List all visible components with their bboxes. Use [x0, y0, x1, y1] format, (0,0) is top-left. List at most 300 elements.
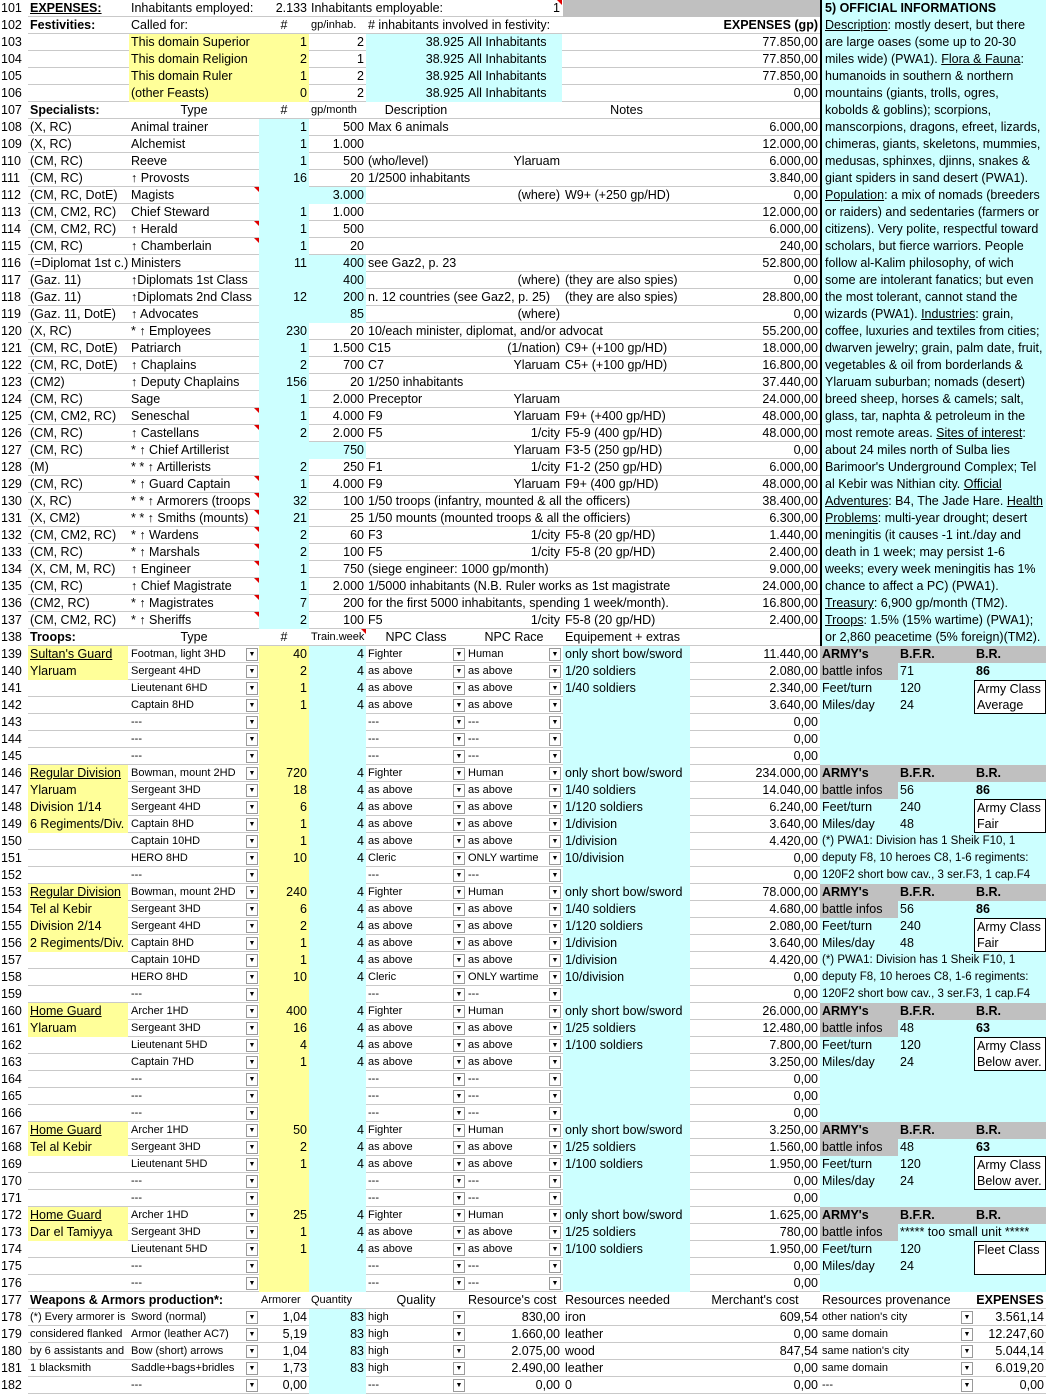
chevron-down-icon[interactable]: ▼	[453, 699, 465, 712]
npc-class-select[interactable]: Fighter ▼	[366, 646, 466, 663]
quantity[interactable]	[309, 1377, 366, 1394]
npc-race-select[interactable]: as above ▼	[466, 833, 562, 850]
chevron-down-icon[interactable]: ▼	[453, 886, 465, 899]
count[interactable]: 2	[259, 357, 309, 374]
chevron-down-icon[interactable]: ▼	[549, 852, 561, 865]
count[interactable]: 10	[259, 850, 309, 867]
count[interactable]	[259, 748, 309, 765]
provenance-select[interactable]: --- ▼	[820, 1377, 974, 1394]
chevron-down-icon[interactable]: ▼	[453, 852, 465, 865]
count[interactable]: 400	[259, 1003, 309, 1020]
provenance-select[interactable]: other nation's city ▼	[820, 1309, 974, 1326]
quality-select[interactable]: high ▼	[366, 1309, 466, 1326]
count[interactable]	[259, 714, 309, 731]
chevron-down-icon[interactable]: ▼	[549, 1022, 561, 1035]
chevron-down-icon[interactable]: ▼	[246, 801, 258, 814]
chevron-down-icon[interactable]: ▼	[246, 1141, 258, 1154]
chevron-down-icon[interactable]: ▼	[549, 784, 561, 797]
count[interactable]: 2	[259, 425, 309, 442]
chevron-down-icon[interactable]: ▼	[453, 937, 465, 950]
chevron-down-icon[interactable]: ▼	[246, 1039, 258, 1052]
npc-race-select[interactable]: as above ▼	[466, 918, 562, 935]
count[interactable]: 1	[259, 408, 309, 425]
chevron-down-icon[interactable]: ▼	[453, 665, 465, 678]
chevron-down-icon[interactable]: ▼	[453, 1090, 465, 1103]
chevron-down-icon[interactable]: ▼	[246, 648, 258, 661]
quantity[interactable]: 83	[309, 1309, 366, 1326]
npc-class-select[interactable]: as above ▼	[366, 697, 466, 714]
count[interactable]: 1	[259, 68, 309, 85]
npc-class-select[interactable]: Fighter ▼	[366, 1003, 466, 1020]
npc-race-select[interactable]: --- ▼	[466, 867, 562, 884]
troop-type-select[interactable]: Captain 10HD ▼	[129, 833, 259, 850]
npc-class-select[interactable]: --- ▼	[366, 714, 466, 731]
chevron-down-icon[interactable]: ▼	[549, 1277, 561, 1290]
chevron-down-icon[interactable]: ▼	[246, 903, 258, 916]
chevron-down-icon[interactable]: ▼	[246, 818, 258, 831]
npc-race-select[interactable]: ONLY wartime ▼	[466, 969, 562, 986]
npc-race-select[interactable]: --- ▼	[466, 1071, 562, 1088]
npc-class-select[interactable]: Fighter ▼	[366, 1122, 466, 1139]
count[interactable]: 2	[259, 51, 309, 68]
weapon-type-select[interactable]: --- ▼	[129, 1377, 259, 1394]
npc-race-select[interactable]: as above ▼	[466, 816, 562, 833]
npc-class-select[interactable]: --- ▼	[366, 986, 466, 1003]
npc-class-select[interactable]: Fighter ▼	[366, 1207, 466, 1224]
chevron-down-icon[interactable]: ▼	[549, 920, 561, 933]
chevron-down-icon[interactable]: ▼	[549, 818, 561, 831]
count[interactable]: 7	[259, 595, 309, 612]
chevron-down-icon[interactable]: ▼	[453, 818, 465, 831]
count[interactable]: 50	[259, 1122, 309, 1139]
provenance-select[interactable]: same domain ▼	[820, 1326, 974, 1343]
npc-race-select[interactable]: --- ▼	[466, 1173, 562, 1190]
troop-type-select[interactable]: Sergeant 4HD ▼	[129, 663, 259, 680]
troop-type-select[interactable]: --- ▼	[129, 748, 259, 765]
count[interactable]	[259, 986, 309, 1003]
troop-type-select[interactable]: Footman, light 3HD ▼	[129, 646, 259, 663]
troop-type-select[interactable]: --- ▼	[129, 1088, 259, 1105]
count[interactable]: 2	[259, 544, 309, 561]
troop-type-select[interactable]: Sergeant 3HD ▼	[129, 1139, 259, 1156]
count[interactable]: 25	[259, 1207, 309, 1224]
provenance-select[interactable]: same nation's city ▼	[820, 1343, 974, 1360]
chevron-down-icon[interactable]: ▼	[453, 1311, 465, 1324]
npc-race-select[interactable]: --- ▼	[466, 1105, 562, 1122]
troop-type-select[interactable]: Sergeant 3HD ▼	[129, 1020, 259, 1037]
count[interactable]	[259, 306, 309, 323]
troop-type-select[interactable]: Captain 8HD ▼	[129, 816, 259, 833]
npc-class-select[interactable]: --- ▼	[366, 1190, 466, 1207]
count[interactable]: 1	[259, 833, 309, 850]
chevron-down-icon[interactable]: ▼	[453, 1175, 465, 1188]
weapon-type-select[interactable]: Saddle+bags+bridles ▼	[129, 1360, 259, 1377]
count[interactable]: 16	[259, 1020, 309, 1037]
troop-type-select[interactable]: Captain 8HD ▼	[129, 697, 259, 714]
chevron-down-icon[interactable]: ▼	[549, 1073, 561, 1086]
chevron-down-icon[interactable]: ▼	[961, 1345, 973, 1358]
chevron-down-icon[interactable]: ▼	[453, 1073, 465, 1086]
npc-class-select[interactable]: --- ▼	[366, 867, 466, 884]
troop-type-select[interactable]: --- ▼	[129, 867, 259, 884]
troop-type-select[interactable]: Archer 1HD ▼	[129, 1003, 259, 1020]
chevron-down-icon[interactable]: ▼	[246, 1226, 258, 1239]
troop-type-select[interactable]: --- ▼	[129, 731, 259, 748]
npc-class-select[interactable]: as above ▼	[366, 680, 466, 697]
troop-type-select[interactable]: Lieutenant 5HD ▼	[129, 1156, 259, 1173]
troop-type-select[interactable]: Sergeant 3HD ▼	[129, 901, 259, 918]
count[interactable]: 1	[259, 816, 309, 833]
chevron-down-icon[interactable]: ▼	[549, 903, 561, 916]
count[interactable]: 16	[259, 170, 309, 187]
count[interactable]: 18	[259, 782, 309, 799]
npc-class-select[interactable]: --- ▼	[366, 748, 466, 765]
weapon-type-select[interactable]: Sword (normal) ▼	[129, 1309, 259, 1326]
chevron-down-icon[interactable]: ▼	[453, 1039, 465, 1052]
chevron-down-icon[interactable]: ▼	[549, 1124, 561, 1137]
chevron-down-icon[interactable]: ▼	[246, 784, 258, 797]
npc-race-select[interactable]: as above ▼	[466, 1139, 562, 1156]
troop-type-select[interactable]: --- ▼	[129, 986, 259, 1003]
chevron-down-icon[interactable]: ▼	[453, 682, 465, 695]
count[interactable]: 1	[259, 952, 309, 969]
chevron-down-icon[interactable]: ▼	[549, 682, 561, 695]
chevron-down-icon[interactable]: ▼	[246, 1056, 258, 1069]
chevron-down-icon[interactable]: ▼	[246, 937, 258, 950]
chevron-down-icon[interactable]: ▼	[246, 920, 258, 933]
chevron-down-icon[interactable]: ▼	[549, 937, 561, 950]
npc-class-select[interactable]: --- ▼	[366, 1173, 466, 1190]
chevron-down-icon[interactable]: ▼	[453, 784, 465, 797]
chevron-down-icon[interactable]: ▼	[453, 869, 465, 882]
troop-type-select[interactable]: --- ▼	[129, 1275, 259, 1292]
count[interactable]: 6	[259, 799, 309, 816]
npc-class-select[interactable]: as above ▼	[366, 663, 466, 680]
count[interactable]: 12	[259, 289, 309, 306]
count[interactable]: 240	[259, 884, 309, 901]
chevron-down-icon[interactable]: ▼	[453, 1158, 465, 1171]
chevron-down-icon[interactable]: ▼	[453, 1124, 465, 1137]
chevron-down-icon[interactable]: ▼	[549, 1039, 561, 1052]
npc-race-select[interactable]: as above ▼	[466, 1054, 562, 1071]
chevron-down-icon[interactable]: ▼	[549, 733, 561, 746]
npc-class-select[interactable]: as above ▼	[366, 799, 466, 816]
chevron-down-icon[interactable]: ▼	[246, 1090, 258, 1103]
chevron-down-icon[interactable]: ▼	[549, 988, 561, 1001]
chevron-down-icon[interactable]: ▼	[453, 1226, 465, 1239]
chevron-down-icon[interactable]: ▼	[246, 1243, 258, 1256]
npc-class-select[interactable]: as above ▼	[366, 1037, 466, 1054]
count[interactable]: 1	[259, 1156, 309, 1173]
quantity[interactable]: 83	[309, 1360, 366, 1377]
quantity[interactable]: 83	[309, 1343, 366, 1360]
chevron-down-icon[interactable]: ▼	[246, 971, 258, 984]
count[interactable]: 40	[259, 646, 309, 663]
chevron-down-icon[interactable]: ▼	[453, 1192, 465, 1205]
npc-class-select[interactable]: as above ▼	[366, 1224, 466, 1241]
npc-class-select[interactable]: as above ▼	[366, 1241, 466, 1258]
count[interactable]: 1	[259, 680, 309, 697]
count[interactable]: 1	[259, 561, 309, 578]
chevron-down-icon[interactable]: ▼	[246, 699, 258, 712]
chevron-down-icon[interactable]: ▼	[453, 750, 465, 763]
npc-class-select[interactable]: as above ▼	[366, 816, 466, 833]
chevron-down-icon[interactable]: ▼	[246, 1345, 258, 1358]
quality-select[interactable]: high ▼	[366, 1326, 466, 1343]
npc-race-select[interactable]: as above ▼	[466, 1224, 562, 1241]
chevron-down-icon[interactable]: ▼	[246, 682, 258, 695]
count[interactable]: 11	[259, 255, 309, 272]
count[interactable]	[259, 187, 309, 204]
troop-type-select[interactable]: Lieutenant 5HD ▼	[129, 1241, 259, 1258]
chevron-down-icon[interactable]: ▼	[453, 1345, 465, 1358]
troop-type-select[interactable]: Bowman, mount 2HD ▼	[129, 884, 259, 901]
chevron-down-icon[interactable]: ▼	[549, 767, 561, 780]
chevron-down-icon[interactable]: ▼	[549, 750, 561, 763]
chevron-down-icon[interactable]: ▼	[246, 1260, 258, 1273]
count[interactable]: 720	[259, 765, 309, 782]
troop-type-select[interactable]: HERO 8HD ▼	[129, 850, 259, 867]
chevron-down-icon[interactable]: ▼	[961, 1311, 973, 1324]
count[interactable]: 2	[259, 459, 309, 476]
chevron-down-icon[interactable]: ▼	[246, 716, 258, 729]
npc-race-select[interactable]: --- ▼	[466, 986, 562, 1003]
count[interactable]	[259, 272, 309, 289]
troop-type-select[interactable]: Captain 8HD ▼	[129, 935, 259, 952]
count[interactable]: 32	[259, 493, 309, 510]
count[interactable]: 1	[259, 1241, 309, 1258]
troop-type-select[interactable]: --- ▼	[129, 1071, 259, 1088]
count[interactable]	[259, 1173, 309, 1190]
npc-race-select[interactable]: --- ▼	[466, 731, 562, 748]
quantity[interactable]: 83	[309, 1326, 366, 1343]
troop-type-select[interactable]: --- ▼	[129, 1173, 259, 1190]
troop-type-select[interactable]: --- ▼	[129, 1190, 259, 1207]
chevron-down-icon[interactable]: ▼	[549, 1192, 561, 1205]
quality-select[interactable]: --- ▼	[366, 1377, 466, 1394]
count[interactable]	[259, 1071, 309, 1088]
npc-race-select[interactable]: as above ▼	[466, 782, 562, 799]
count[interactable]: 2	[259, 1139, 309, 1156]
chevron-down-icon[interactable]: ▼	[549, 971, 561, 984]
chevron-down-icon[interactable]: ▼	[246, 1107, 258, 1120]
troop-type-select[interactable]: Sergeant 3HD ▼	[129, 1224, 259, 1241]
count[interactable]: 2	[259, 612, 309, 629]
troop-type-select[interactable]: HERO 8HD ▼	[129, 969, 259, 986]
chevron-down-icon[interactable]: ▼	[246, 835, 258, 848]
troop-type-select[interactable]: Bowman, mount 2HD ▼	[129, 765, 259, 782]
npc-class-select[interactable]: as above ▼	[366, 901, 466, 918]
chevron-down-icon[interactable]: ▼	[961, 1328, 973, 1341]
chevron-down-icon[interactable]: ▼	[246, 1158, 258, 1171]
count[interactable]: 1	[259, 391, 309, 408]
npc-class-select[interactable]: as above ▼	[366, 918, 466, 935]
npc-class-select[interactable]: as above ▼	[366, 1020, 466, 1037]
troop-type-select[interactable]: Lieutenant 5HD ▼	[129, 1037, 259, 1054]
chevron-down-icon[interactable]: ▼	[453, 1209, 465, 1222]
chevron-down-icon[interactable]: ▼	[453, 648, 465, 661]
chevron-down-icon[interactable]: ▼	[453, 1328, 465, 1341]
chevron-down-icon[interactable]: ▼	[246, 1022, 258, 1035]
count[interactable]: 156	[259, 374, 309, 391]
chevron-down-icon[interactable]: ▼	[246, 1362, 258, 1375]
npc-class-select[interactable]: as above ▼	[366, 935, 466, 952]
troop-type-select[interactable]: Sergeant 4HD ▼	[129, 918, 259, 935]
count[interactable]	[259, 731, 309, 748]
troop-type-select[interactable]: Sergeant 3HD ▼	[129, 782, 259, 799]
chevron-down-icon[interactable]: ▼	[453, 1056, 465, 1069]
chevron-down-icon[interactable]: ▼	[453, 988, 465, 1001]
count[interactable]: 2	[259, 918, 309, 935]
npc-race-select[interactable]: Human ▼	[466, 1003, 562, 1020]
count[interactable]: 1	[259, 578, 309, 595]
count[interactable]: 1	[259, 1224, 309, 1241]
chevron-down-icon[interactable]: ▼	[246, 1124, 258, 1137]
chevron-down-icon[interactable]: ▼	[246, 1175, 258, 1188]
count[interactable]: 1	[259, 935, 309, 952]
chevron-down-icon[interactable]: ▼	[549, 835, 561, 848]
troop-type-select[interactable]: Lieutenant 6HD ▼	[129, 680, 259, 697]
troop-type-select[interactable]: Archer 1HD ▼	[129, 1207, 259, 1224]
npc-class-select[interactable]: --- ▼	[366, 1105, 466, 1122]
chevron-down-icon[interactable]: ▼	[453, 801, 465, 814]
npc-race-select[interactable]: Human ▼	[466, 884, 562, 901]
npc-class-select[interactable]: as above ▼	[366, 782, 466, 799]
npc-race-select[interactable]: --- ▼	[466, 1275, 562, 1292]
npc-race-select[interactable]: as above ▼	[466, 1037, 562, 1054]
chevron-down-icon[interactable]: ▼	[549, 1243, 561, 1256]
npc-class-select[interactable]: --- ▼	[366, 1275, 466, 1292]
count[interactable]: 10	[259, 969, 309, 986]
count[interactable]: 230	[259, 323, 309, 340]
npc-class-select[interactable]: --- ▼	[366, 1071, 466, 1088]
npc-race-select[interactable]: ONLY wartime ▼	[466, 850, 562, 867]
npc-race-select[interactable]: as above ▼	[466, 1156, 562, 1173]
chevron-down-icon[interactable]: ▼	[549, 648, 561, 661]
count[interactable]: 21	[259, 510, 309, 527]
count[interactable]: 2	[259, 663, 309, 680]
chevron-down-icon[interactable]: ▼	[961, 1362, 973, 1375]
npc-class-select[interactable]: as above ▼	[366, 1054, 466, 1071]
chevron-down-icon[interactable]: ▼	[246, 852, 258, 865]
count[interactable]: 2	[259, 527, 309, 544]
npc-class-select[interactable]: Cleric ▼	[366, 969, 466, 986]
npc-race-select[interactable]: as above ▼	[466, 901, 562, 918]
chevron-down-icon[interactable]: ▼	[549, 1226, 561, 1239]
chevron-down-icon[interactable]: ▼	[246, 954, 258, 967]
npc-race-select[interactable]: as above ▼	[466, 952, 562, 969]
npc-class-select[interactable]: --- ▼	[366, 1088, 466, 1105]
chevron-down-icon[interactable]: ▼	[453, 1260, 465, 1273]
chevron-down-icon[interactable]: ▼	[246, 750, 258, 763]
chevron-down-icon[interactable]: ▼	[549, 1141, 561, 1154]
chevron-down-icon[interactable]: ▼	[453, 903, 465, 916]
chevron-down-icon[interactable]: ▼	[246, 886, 258, 899]
npc-race-select[interactable]: --- ▼	[466, 1258, 562, 1275]
chevron-down-icon[interactable]: ▼	[549, 1175, 561, 1188]
chevron-down-icon[interactable]: ▼	[246, 767, 258, 780]
chevron-down-icon[interactable]: ▼	[453, 971, 465, 984]
npc-class-select[interactable]: --- ▼	[366, 1258, 466, 1275]
count[interactable]: 1	[259, 153, 309, 170]
chevron-down-icon[interactable]: ▼	[453, 1005, 465, 1018]
chevron-down-icon[interactable]: ▼	[453, 733, 465, 746]
chevron-down-icon[interactable]: ▼	[453, 1107, 465, 1120]
quality-select[interactable]: high ▼	[366, 1343, 466, 1360]
troop-type-select[interactable]: --- ▼	[129, 714, 259, 731]
npc-class-select[interactable]: as above ▼	[366, 952, 466, 969]
count[interactable]: 1	[259, 34, 309, 51]
troop-type-select[interactable]: Captain 7HD ▼	[129, 1054, 259, 1071]
chevron-down-icon[interactable]: ▼	[961, 1379, 973, 1392]
chevron-down-icon[interactable]: ▼	[246, 1073, 258, 1086]
count[interactable]: 1	[259, 204, 309, 221]
chevron-down-icon[interactable]: ▼	[246, 1328, 258, 1341]
chevron-down-icon[interactable]: ▼	[246, 665, 258, 678]
chevron-down-icon[interactable]: ▼	[549, 801, 561, 814]
chevron-down-icon[interactable]: ▼	[549, 1158, 561, 1171]
chevron-down-icon[interactable]: ▼	[246, 988, 258, 1001]
troop-type-select[interactable]: Sergeant 4HD ▼	[129, 799, 259, 816]
provenance-select[interactable]: same domain ▼	[820, 1360, 974, 1377]
npc-class-select[interactable]: as above ▼	[366, 1139, 466, 1156]
npc-race-select[interactable]: as above ▼	[466, 680, 562, 697]
chevron-down-icon[interactable]: ▼	[549, 1209, 561, 1222]
count[interactable]	[259, 1088, 309, 1105]
troop-type-select[interactable]: Captain 10HD ▼	[129, 952, 259, 969]
chevron-down-icon[interactable]: ▼	[246, 1192, 258, 1205]
count[interactable]: 6	[259, 901, 309, 918]
npc-class-select[interactable]: Fighter ▼	[366, 765, 466, 782]
npc-race-select[interactable]: --- ▼	[466, 1088, 562, 1105]
chevron-down-icon[interactable]: ▼	[453, 716, 465, 729]
chevron-down-icon[interactable]: ▼	[549, 954, 561, 967]
npc-class-select[interactable]: --- ▼	[366, 731, 466, 748]
count[interactable]	[259, 1105, 309, 1122]
count[interactable]: 4	[259, 1037, 309, 1054]
npc-class-select[interactable]: Fighter ▼	[366, 884, 466, 901]
npc-race-select[interactable]: --- ▼	[466, 714, 562, 731]
chevron-down-icon[interactable]: ▼	[453, 767, 465, 780]
chevron-down-icon[interactable]: ▼	[246, 869, 258, 882]
troop-type-select[interactable]: Archer 1HD ▼	[129, 1122, 259, 1139]
npc-race-select[interactable]: as above ▼	[466, 663, 562, 680]
count[interactable]: 1	[259, 119, 309, 136]
count[interactable]	[259, 1190, 309, 1207]
count[interactable]	[259, 1275, 309, 1292]
npc-race-select[interactable]: Human ▼	[466, 646, 562, 663]
chevron-down-icon[interactable]: ▼	[453, 1141, 465, 1154]
chevron-down-icon[interactable]: ▼	[549, 699, 561, 712]
chevron-down-icon[interactable]: ▼	[549, 1005, 561, 1018]
chevron-down-icon[interactable]: ▼	[453, 920, 465, 933]
chevron-down-icon[interactable]: ▼	[246, 1311, 258, 1324]
chevron-down-icon[interactable]: ▼	[453, 1022, 465, 1035]
chevron-down-icon[interactable]: ▼	[246, 1209, 258, 1222]
chevron-down-icon[interactable]: ▼	[453, 835, 465, 848]
count[interactable]	[259, 1258, 309, 1275]
npc-race-select[interactable]: Human ▼	[466, 1207, 562, 1224]
npc-race-select[interactable]: as above ▼	[466, 697, 562, 714]
chevron-down-icon[interactable]: ▼	[453, 1362, 465, 1375]
count[interactable]	[259, 867, 309, 884]
chevron-down-icon[interactable]: ▼	[549, 886, 561, 899]
count[interactable]: 1	[259, 476, 309, 493]
chevron-down-icon[interactable]: ▼	[549, 1107, 561, 1120]
troop-type-select[interactable]: --- ▼	[129, 1258, 259, 1275]
npc-race-select[interactable]: as above ▼	[466, 935, 562, 952]
npc-race-select[interactable]: as above ▼	[466, 1241, 562, 1258]
